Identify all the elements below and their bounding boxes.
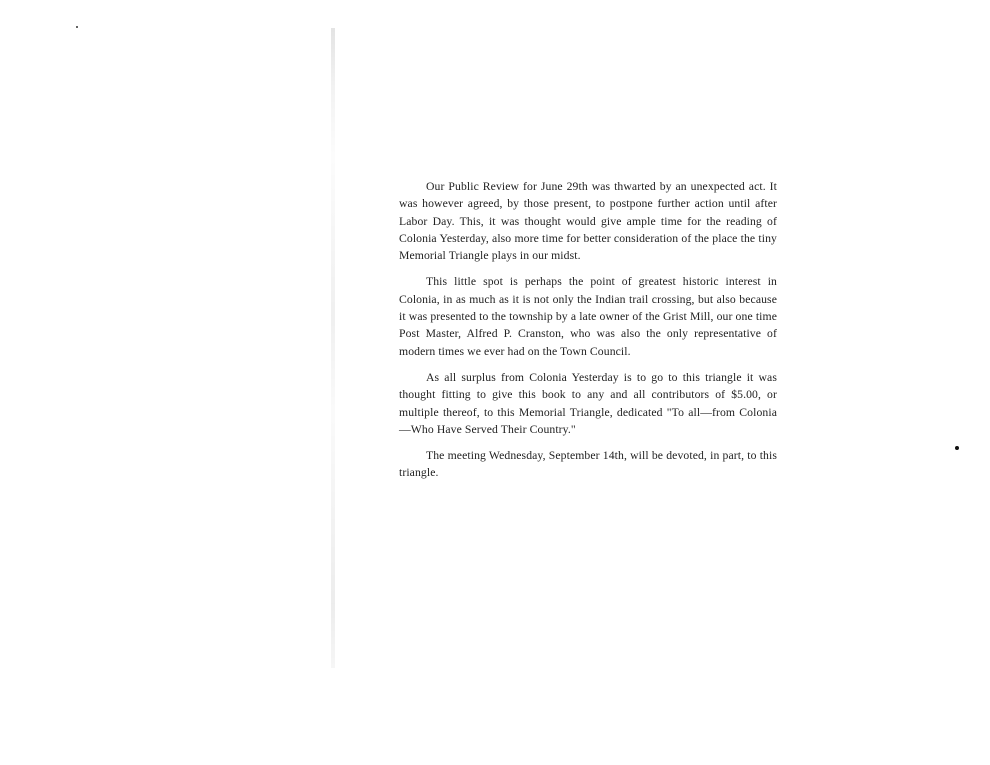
scan-speck [955, 446, 959, 450]
scan-speck [76, 26, 78, 28]
binding-shadow [331, 28, 335, 668]
paragraph-3: As all surplus from Colonia Yesterday is to go to this triangle it was thought fitting to give this book to any and all contributors of $5.00, or multiple thereof, to this Memorial Triangle, dedicated "To all—from Colonia—Who Have Served Their Country." [399, 370, 777, 436]
paragraph-4: The meeting Wednesday, September 14th, will be devoted, in part, to this triangle. [399, 449, 777, 480]
paragraph-1: Our Public Review for June 29th was thwarted by an unexpected act. It was however agreed, by those present, to postpone further action until after Labor Day. This, it was thought would give ample time for the reading of Colonia Yesterday, also more time for better consideration of the place the tiny Memorial Triangle plays in our midst. [399, 180, 777, 263]
body-text [399, 178, 777, 491]
paragraph-2: This little spot is perhaps the point of greatest historic interest in Colonia, in as much as it is not only the Indian trail crossing, but also because it was presented to the township by a late owner of the Grist Mill, our one time Post Master, Alfred P. Cranston, who was also the only representative of modern times we ever had on the Town Council. [399, 275, 777, 358]
